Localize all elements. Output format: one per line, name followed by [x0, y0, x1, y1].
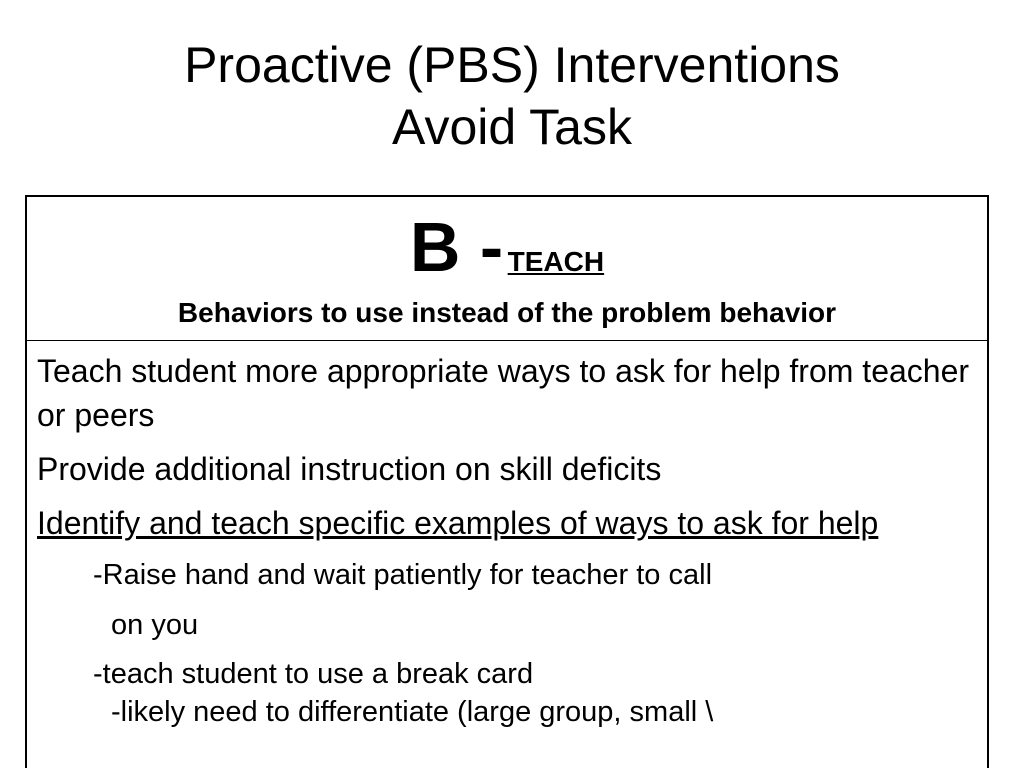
- slide-title: [0, 34, 1024, 158]
- table-header: [27, 197, 987, 341]
- header-letter: B -: [409, 208, 504, 286]
- sub-item-differentiate: -likely need to differentiate (large group, small \: [111, 696, 714, 728]
- list-item-ask-for-help: Teach student more appropriate ways to ask for help from teacher or peers: [37, 353, 970, 433]
- list-item-identify-examples-text: Identify and teach specific examples of ways to ask for help: [37, 505, 879, 541]
- sub-item-raise-hand: -Raise hand and wait patiently for teacher to call: [93, 559, 713, 591]
- header-heading: [27, 197, 987, 286]
- table-body: [27, 341, 987, 731]
- title-line-1: Proactive (PBS) Interventions: [184, 37, 840, 93]
- header-teach: TEACH: [507, 246, 605, 277]
- header-subtitle: Behaviors to use instead of the problem behavior: [177, 297, 837, 328]
- list-item-identify-examples: [37, 501, 977, 545]
- list-item-additional-instruction: Provide additional instruction on skill deficits: [37, 451, 662, 487]
- sub-item-raise-hand-cont: on you: [111, 609, 199, 641]
- content-table: [25, 195, 989, 768]
- sub-item-break-card: -teach student to use a break card: [93, 658, 534, 690]
- title-line-2: Avoid Task: [392, 99, 632, 155]
